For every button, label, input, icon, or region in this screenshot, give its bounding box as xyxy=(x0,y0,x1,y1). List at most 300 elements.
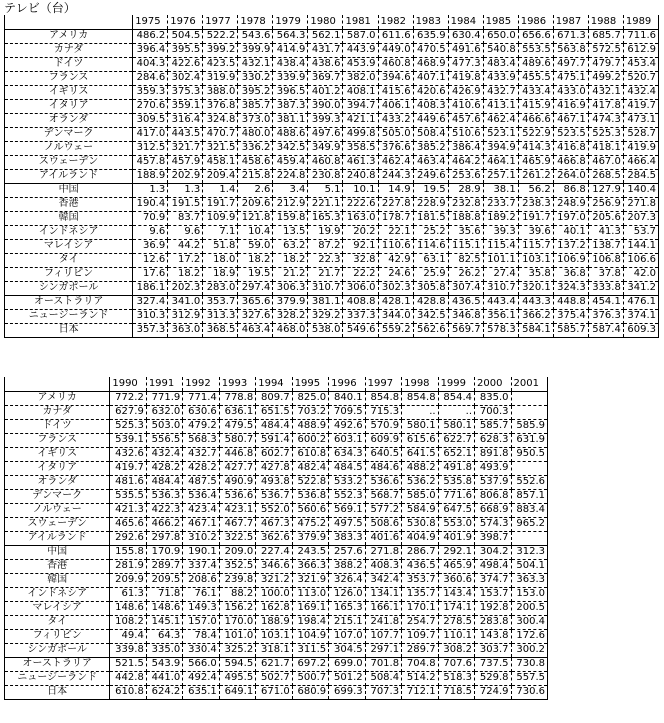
value-cell: 244.3 xyxy=(378,169,413,183)
value-cell: 396.4 xyxy=(133,43,168,57)
value-cell: 635.1 xyxy=(183,685,219,699)
value-cell: 631.9 xyxy=(511,433,548,447)
value-cell: 283.8 xyxy=(475,615,511,629)
value-cell: 602.7 xyxy=(256,447,292,461)
value-cell: 500.7 xyxy=(292,671,328,685)
value-cell: 418.1 xyxy=(588,141,623,155)
value-cell: 458.1 xyxy=(203,155,238,169)
country-label: イタリア xyxy=(5,461,110,475)
value-cell: 192.8 xyxy=(475,601,511,615)
value-cell: 488.9 xyxy=(292,419,328,433)
value-cell: 71.8 xyxy=(146,587,182,601)
value-cell: 88.2 xyxy=(219,587,255,601)
table-row xyxy=(5,57,659,71)
value-cell: 271.8 xyxy=(623,197,658,211)
value-cell: 207.3 xyxy=(623,211,658,225)
value-cell: 335.0 xyxy=(146,643,182,657)
country-label: オーストラリア xyxy=(5,295,133,309)
table-row xyxy=(5,113,659,127)
value-cell: 585.0 xyxy=(402,489,438,503)
value-cell: 292.6 xyxy=(110,531,146,545)
value-cell: 420.6 xyxy=(413,85,448,99)
value-cell: 522.8 xyxy=(292,475,328,489)
value-cell: 339.9 xyxy=(273,71,308,85)
table-row xyxy=(5,127,659,141)
value-cell: 222.6 xyxy=(343,197,378,211)
value-cell: 453.9 xyxy=(343,57,378,71)
value-cell: 492.6 xyxy=(329,419,365,433)
value-cell: 101.1 xyxy=(483,253,518,267)
value-cell: 10.4 xyxy=(238,225,273,239)
value-cell: 470.7 xyxy=(203,127,238,141)
value-cell: 321.9 xyxy=(292,573,328,587)
value-cell: 499.2 xyxy=(588,71,623,85)
country-label: 韓国 xyxy=(5,573,110,587)
value-cell: 408.3 xyxy=(365,559,401,573)
table-row xyxy=(5,43,659,57)
value-cell: 300.4 xyxy=(511,615,548,629)
value-cell: 339.8 xyxy=(110,643,146,657)
value-cell: 227.4 xyxy=(256,545,292,559)
value-cell: 621.7 xyxy=(256,657,292,671)
value-cell: 503.0 xyxy=(146,419,182,433)
value-cell: 145.1 xyxy=(146,615,182,629)
value-cell: 466.8 xyxy=(553,155,588,169)
value-cell: 630.4 xyxy=(448,29,483,43)
value-cell: 699.3 xyxy=(329,685,365,699)
value-cell: 359.1 xyxy=(168,99,203,113)
value-cell: 467.1 xyxy=(183,517,219,531)
value-cell: 428.8 xyxy=(413,295,448,309)
year-header-cell: 1987 xyxy=(553,15,588,29)
value-cell: 536.6 xyxy=(365,475,401,489)
value-cell: 38.1 xyxy=(483,183,518,197)
value-cell: 27.4 xyxy=(483,267,518,281)
value-cell: 464.2 xyxy=(448,155,483,169)
value-cell: 408.1 xyxy=(343,85,378,99)
value-cell: 462.4 xyxy=(378,155,413,169)
value-cell: 10.1 xyxy=(343,183,378,197)
table-row xyxy=(5,29,659,43)
value-cell: 156.2 xyxy=(219,601,255,615)
value-cell: 419.9 xyxy=(623,141,658,155)
value-cell: 376.6 xyxy=(378,141,413,155)
value-cell: 165.3 xyxy=(329,601,365,615)
value-cell: 109.9 xyxy=(203,211,238,225)
value-cell: 568.7 xyxy=(365,489,401,503)
value-cell: 580.7 xyxy=(219,433,255,447)
value-cell: 632.0 xyxy=(146,405,182,419)
value-cell: 144.1 xyxy=(623,239,658,253)
value-cell: 891.8 xyxy=(475,447,511,461)
value-cell: 310.7 xyxy=(308,281,343,295)
value-cell: 341.2 xyxy=(623,281,658,295)
value-cell: 487.5 xyxy=(183,475,219,489)
value-cell: 243.5 xyxy=(292,545,328,559)
value-cell: 408.8 xyxy=(343,295,378,309)
table-row xyxy=(5,615,548,629)
value-cell: 539.1 xyxy=(110,433,146,447)
table-row xyxy=(5,517,548,531)
country-label: 日本 xyxy=(5,685,110,699)
value-cell: 464.1 xyxy=(483,155,518,169)
value-cell: 148.6 xyxy=(146,601,182,615)
value-cell: 153.7 xyxy=(475,587,511,601)
value-cell: 577.2 xyxy=(365,503,401,517)
value-cell: 390.0 xyxy=(308,99,343,113)
value-cell: 126.0 xyxy=(329,587,365,601)
value-cell: 289.7 xyxy=(402,643,438,657)
value-cell: 170.0 xyxy=(219,615,255,629)
value-cell: 271.8 xyxy=(365,545,401,559)
value-cell: 155.8 xyxy=(110,545,146,559)
value-cell: 359.3 xyxy=(133,85,168,99)
value-cell: 504.1 xyxy=(511,559,548,573)
value-cell: 78.4 xyxy=(183,629,219,643)
value-cell: 114.6 xyxy=(413,239,448,253)
value-cell: 401.2 xyxy=(308,85,343,99)
table-row xyxy=(5,99,659,113)
value-cell: 535.8 xyxy=(438,475,474,489)
value-cell: 594.5 xyxy=(219,657,255,671)
value-cell: 327.4 xyxy=(133,295,168,309)
value-cell: 83.7 xyxy=(168,211,203,225)
value-cell: 490.9 xyxy=(219,475,255,489)
value-cell: 585.7 xyxy=(553,323,588,337)
value-cell: 591.4 xyxy=(256,433,292,447)
value-cell: 730.6 xyxy=(511,685,548,699)
value-cell: 422.6 xyxy=(168,57,203,71)
value-cell: 70.9 xyxy=(133,211,168,225)
value-cell: 520.7 xyxy=(623,71,658,85)
value-cell: 106.9 xyxy=(553,253,588,267)
value-cell: 603.1 xyxy=(329,433,365,447)
table-row xyxy=(5,71,659,85)
value-cell: 198.4 xyxy=(292,615,328,629)
value-cell: 18.0 xyxy=(203,253,238,267)
value-cell: 356.1 xyxy=(483,309,518,323)
value-cell: 388.2 xyxy=(329,559,365,573)
value-cell: 44.2 xyxy=(168,239,203,253)
value-cell: 170.9 xyxy=(146,545,182,559)
value-cell: 724.9 xyxy=(475,685,511,699)
value-cell: 685.7 xyxy=(588,29,623,43)
value-cell: 556.5 xyxy=(146,433,182,447)
value-cell: 270.6 xyxy=(133,99,168,113)
value-cell: 584.1 xyxy=(518,323,553,337)
value-cell: 497.7 xyxy=(553,57,588,71)
value-cell: 311.5 xyxy=(292,643,328,657)
table-row xyxy=(5,685,548,699)
table-row xyxy=(5,211,659,225)
value-cell: 368.5 xyxy=(203,323,238,337)
value-cell: 950.5 xyxy=(511,447,548,461)
value-cell: 417.8 xyxy=(588,99,623,113)
year-header-row xyxy=(5,377,548,391)
value-cell: 257.1 xyxy=(483,169,518,183)
value-cell: 809.7 xyxy=(256,391,292,405)
value-cell: 449.6 xyxy=(413,113,448,127)
value-cell: 186.1 xyxy=(133,281,168,295)
value-cell: 465.9 xyxy=(438,559,474,573)
table-row xyxy=(5,405,548,419)
value-cell: 1.4 xyxy=(203,183,238,197)
value-cell: 656.6 xyxy=(518,29,553,43)
country-label: フランス xyxy=(5,433,110,447)
value-cell: 256.9 xyxy=(588,197,623,211)
value-cell: 61.3 xyxy=(110,587,146,601)
value-cell: 162.8 xyxy=(256,601,292,615)
value-cell: 493.9 xyxy=(475,461,511,475)
value-cell: 357.3 xyxy=(133,323,168,337)
value-cell: 433.4 xyxy=(518,85,553,99)
value-cell: 521.5 xyxy=(110,657,146,671)
year-header-cell: 1990 xyxy=(110,377,146,391)
value-cell: 302.3 xyxy=(378,281,413,295)
value-cell: 508.6 xyxy=(365,517,401,531)
value-cell: 432.6 xyxy=(110,447,146,461)
value-cell: 22.2 xyxy=(343,267,378,281)
value-cell: 240.8 xyxy=(343,169,378,183)
value-cell: 426.9 xyxy=(448,85,483,99)
country-label: フィリピン xyxy=(5,629,110,643)
value-cell: 360.6 xyxy=(438,573,474,587)
value-cell: 306.0 xyxy=(343,281,378,295)
value-cell: 399.3 xyxy=(308,113,343,127)
value-cell: 14.9 xyxy=(378,183,413,197)
value-cell: 718.5 xyxy=(438,685,474,699)
year-header-cell: 1984 xyxy=(448,15,483,29)
year-header-cell: 1977 xyxy=(203,15,238,29)
value-cell: 536.6 xyxy=(219,489,255,503)
value-cell: 480.0 xyxy=(238,127,273,141)
value-cell: 157.0 xyxy=(183,615,219,629)
value-cell: 857.1 xyxy=(511,489,548,503)
value-cell: 457.9 xyxy=(168,155,203,169)
value-cell: 108.2 xyxy=(110,615,146,629)
value-cell: 611.6 xyxy=(378,29,413,43)
value-cell: 388.0 xyxy=(203,85,238,99)
value-cell: 680.9 xyxy=(292,685,328,699)
value-cell: 610.8 xyxy=(110,685,146,699)
value-cell: 302.4 xyxy=(168,71,203,85)
country-label: 香港 xyxy=(5,559,110,573)
value-cell: 303.7 xyxy=(475,643,511,657)
value-cell: 417.0 xyxy=(133,127,168,141)
value-cell: 421.3 xyxy=(110,503,146,517)
country-label: アメリカ xyxy=(5,391,110,405)
value-cell: 465.6 xyxy=(110,517,146,531)
value-cell: 622.7 xyxy=(438,433,474,447)
value-cell: 449.0 xyxy=(378,43,413,57)
table-row xyxy=(5,503,548,517)
value-cell: 181.5 xyxy=(413,211,448,225)
value-cell: 416.9 xyxy=(553,99,588,113)
value-cell: 172.6 xyxy=(511,629,548,643)
value-cell: 552.3 xyxy=(329,489,365,503)
value-cell: 205.6 xyxy=(588,211,623,225)
value-cell: 382.0 xyxy=(343,71,378,85)
value-cell: 443.4 xyxy=(483,295,518,309)
table-row xyxy=(5,531,548,545)
value-cell: 115.4 xyxy=(483,239,518,253)
value-cell: 308.2 xyxy=(438,643,474,657)
country-label: カナダ xyxy=(5,43,133,57)
value-cell: 18.2 xyxy=(238,253,273,267)
value-cell: 533.2 xyxy=(329,475,365,489)
value-cell: 415.6 xyxy=(378,85,413,99)
value-cell: 227.8 xyxy=(378,197,413,211)
value-cell: 28.9 xyxy=(448,183,483,197)
value-cell: 406.1 xyxy=(378,99,413,113)
value-cell: 163.0 xyxy=(343,211,378,225)
table-row xyxy=(5,197,659,211)
value-cell: 264.0 xyxy=(553,169,588,183)
value-cell: 635.9 xyxy=(413,29,448,43)
value-cell: 428.2 xyxy=(146,461,182,475)
value-cell: 166.1 xyxy=(365,601,401,615)
table-row xyxy=(5,601,548,615)
country-label: ニュージーランド xyxy=(5,309,133,323)
value-cell: 373.0 xyxy=(238,113,273,127)
value-cell: 709.5 xyxy=(329,405,365,419)
value-cell: 135.7 xyxy=(402,587,438,601)
value-cell: 19.5 xyxy=(238,267,273,281)
year-header-row xyxy=(5,15,659,29)
value-cell: 455.5 xyxy=(518,71,553,85)
value-cell: 433.9 xyxy=(483,71,518,85)
value-cell: 289.7 xyxy=(146,559,182,573)
value-cell: 59.0 xyxy=(238,239,273,253)
value-cell: 379.9 xyxy=(292,531,328,545)
value-cell: 375.3 xyxy=(168,85,203,99)
value-cell: 306.3 xyxy=(273,281,308,295)
value-cell: 628.3 xyxy=(475,433,511,447)
value-cell: 248.9 xyxy=(553,197,588,211)
value-cell: 232.8 xyxy=(448,197,483,211)
value-cell: 385.2 xyxy=(413,141,448,155)
value-cell: 325.2 xyxy=(219,643,255,657)
value-cell: 491.6 xyxy=(448,43,483,57)
value-cell: 414.3 xyxy=(518,141,553,155)
value-cell: 238.3 xyxy=(518,197,553,211)
value-cell: 432.4 xyxy=(146,447,182,461)
value-cell: 281.9 xyxy=(110,559,146,573)
value-cell: 468.9 xyxy=(413,57,448,71)
value-cell: 140.4 xyxy=(623,183,658,197)
value-cell: 297.4 xyxy=(238,281,273,295)
year-header-cell: 1976 xyxy=(168,15,203,29)
value-cell: 600.2 xyxy=(292,433,328,447)
value-cell: 115.7 xyxy=(518,239,553,253)
value-cell: 312.9 xyxy=(168,309,203,323)
value-cell: 569.7 xyxy=(448,323,483,337)
country-label: イギリス xyxy=(5,447,110,461)
table-row xyxy=(5,629,548,643)
value-cell: 87.2 xyxy=(308,239,343,253)
table-row xyxy=(5,671,548,685)
value-cell: 630.6 xyxy=(183,405,219,419)
table-row xyxy=(5,419,548,433)
table-row xyxy=(5,657,548,671)
value-cell: 772.2 xyxy=(110,391,146,405)
value-cell: 778.8 xyxy=(219,391,255,405)
value-cell: 13.5 xyxy=(273,225,308,239)
value-cell: 346.6 xyxy=(256,559,292,573)
value-cell: 383.3 xyxy=(329,531,365,545)
value-cell: 446.8 xyxy=(219,447,255,461)
value-cell: 854.8 xyxy=(402,391,438,405)
value-cell: 473.1 xyxy=(623,113,658,127)
value-cell: 640.5 xyxy=(365,447,401,461)
value-cell: 484.6 xyxy=(365,461,401,475)
value-cell: 470.5 xyxy=(413,43,448,57)
value-cell: 460.8 xyxy=(308,155,343,169)
value-cell: 492.4 xyxy=(183,671,219,685)
value-cell: 324.3 xyxy=(553,281,588,295)
value-cell: 178.7 xyxy=(378,211,413,225)
value-cell: 549.6 xyxy=(343,323,378,337)
value-cell: 103.1 xyxy=(518,253,553,267)
value-cell: 2.6 xyxy=(238,183,273,197)
value-cell: 715.3 xyxy=(365,405,401,419)
value-cell: 525.3 xyxy=(110,419,146,433)
value-cell: 63.2 xyxy=(273,239,308,253)
value-cell: 24.6 xyxy=(378,267,413,281)
table-row xyxy=(5,323,659,337)
value-cell: 486.2 xyxy=(133,29,168,43)
table-row xyxy=(5,573,548,587)
year-header-cell: 1975 xyxy=(133,15,168,29)
value-cell: 428.2 xyxy=(183,461,219,475)
value-cell: 522.2 xyxy=(203,29,238,43)
value-cell: 624.2 xyxy=(146,685,182,699)
value-cell: 552.6 xyxy=(511,475,548,489)
value-cell: 336.2 xyxy=(238,141,273,155)
country-label: オランダ xyxy=(5,113,133,127)
value-cell: 327.6 xyxy=(238,309,273,323)
year-header-cell: 1988 xyxy=(588,15,623,29)
value-cell: 224.8 xyxy=(273,169,308,183)
value-cell: 64.3 xyxy=(146,629,182,643)
value-cell: 92.1 xyxy=(343,239,378,253)
value-cell: 134.1 xyxy=(365,587,401,601)
value-cell: 422.3 xyxy=(146,503,182,517)
year-header-cell: 1991 xyxy=(146,377,182,391)
value-cell: 423.1 xyxy=(219,503,255,517)
value-cell: 22.1 xyxy=(378,225,413,239)
value-cell: 209.6 xyxy=(238,197,273,211)
value-cell: 461.3 xyxy=(343,155,378,169)
value-cell: 304.5 xyxy=(329,643,365,657)
value-cell: 230.8 xyxy=(308,169,343,183)
value-cell: 342.5 xyxy=(413,309,448,323)
value-cell: 570.9 xyxy=(365,419,401,433)
value-cell: 543.9 xyxy=(146,657,182,671)
value-cell: 825.0 xyxy=(292,391,328,405)
header-corner-cell xyxy=(5,15,133,29)
value-cell xyxy=(511,531,548,545)
value-cell: 615.6 xyxy=(402,433,438,447)
country-label: シンガポール xyxy=(5,643,110,657)
value-cell: 21.2 xyxy=(273,267,308,281)
value-cell: 421.1 xyxy=(343,113,378,127)
value-cell: 310.2 xyxy=(183,531,219,545)
country-label: ニュージーランド xyxy=(5,671,110,685)
year-header-cell: 1980 xyxy=(308,15,343,29)
value-cell: 309.5 xyxy=(133,113,168,127)
value-cell: 202.9 xyxy=(168,169,203,183)
